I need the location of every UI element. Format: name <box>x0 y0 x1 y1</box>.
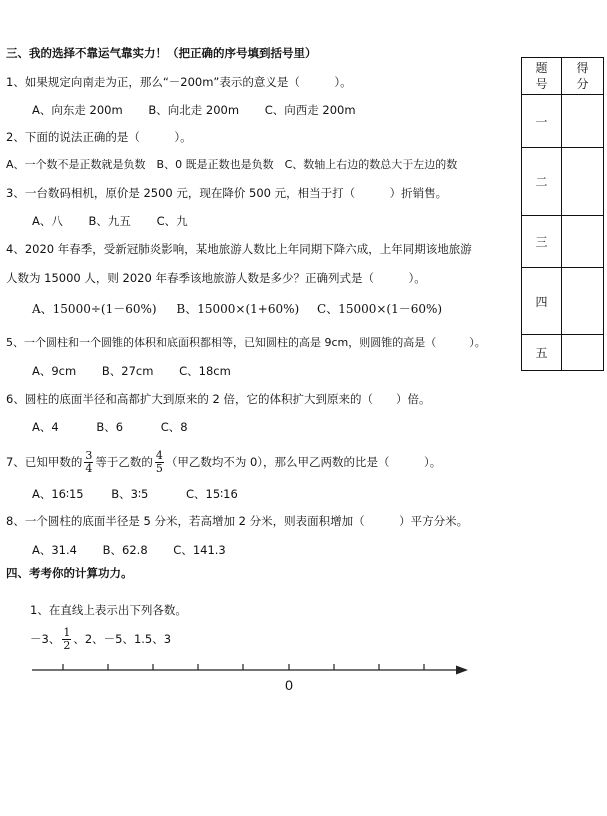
section-3-title: 三、我的选择不靠运气靠实力！（把正确的序号填到括号里） <box>6 46 317 60</box>
fraction-three-quarters <box>84 450 93 475</box>
option-a: A、4 <box>32 420 59 434</box>
option-c: C、15000×(1－60%) <box>317 302 443 316</box>
option-a: A、向东走 200m <box>32 103 123 117</box>
score-row-label: 二 <box>522 148 562 216</box>
option-b: B、62.8 <box>102 543 148 557</box>
option-a: A、八 <box>32 214 63 228</box>
question-4-line2: 人数为 15000 人，则 2020 年春季该地旅游人数是多少？正确列式是（ ）。 <box>6 271 426 285</box>
question-8-options <box>32 543 226 557</box>
question-2: 2、下面的说法正确的是（ ）。 <box>6 130 192 144</box>
question-6: 6、圆柱的底面半径和高都扩大到原来的 2 倍，它的体积扩大到原来的（ ）倍。 <box>6 392 431 406</box>
question-5: 5、一个圆柱和一个圆锥的体积和底面积都相等，已知圆柱的高是 9cm，则圆锥的高是（ ）。 <box>6 336 486 349</box>
question-4: 4、2020 年春季，受新冠肺炎影响，某地旅游人数比上年同期下降六成，上年同期该地旅游 <box>6 242 472 256</box>
option-b: B、6 <box>96 420 124 434</box>
fraction-numerator: 1 <box>63 626 71 639</box>
section-4-title: 四、考考你的计算功力。 <box>6 566 133 580</box>
option-c: C、九 <box>156 214 188 228</box>
numbers-part-b: 、2、－5、1.5、3 <box>73 632 172 646</box>
fraction-denominator: 2 <box>63 639 71 652</box>
origin-label: 0 <box>285 677 293 693</box>
numbers-part-a: －3、 <box>30 632 61 646</box>
number-line <box>28 650 478 700</box>
score-cell[interactable] <box>562 268 604 335</box>
question-7-part-c: （甲乙数均不为 0），那么甲乙两数的比是（ ）。 <box>165 455 442 469</box>
number-line-arrow <box>456 666 468 675</box>
fraction-denominator: 5 <box>155 462 163 475</box>
option-c: C、15∶16 <box>185 487 238 501</box>
question-8: 8、一个圆柱的底面半径是 5 分米，若高增加 2 分米，则表面积增加（ ）平方分米。 <box>6 514 469 528</box>
question-6-options <box>32 420 188 434</box>
option-b: B、27cm <box>101 364 154 378</box>
header-label: 题号 <box>535 61 548 91</box>
option-a: A、15000÷(1－60%) <box>32 302 157 316</box>
question-1: 1、如果规定向南走为正，那么“－200m”表示的意义是（ ）。 <box>6 75 352 89</box>
score-cell[interactable] <box>562 335 604 371</box>
option-c: C、18cm <box>179 364 231 378</box>
score-table-header-score <box>562 58 604 95</box>
score-cell[interactable] <box>562 95 604 148</box>
fraction-one-half <box>62 627 71 652</box>
option-b: B、向北走 200m <box>148 103 240 117</box>
score-table-header-question <box>522 58 562 95</box>
option-c: C、141.3 <box>173 543 226 557</box>
option-a: A、16∶15 <box>32 487 84 501</box>
option-b: B、3∶5 <box>111 487 149 501</box>
question-7-part-a: 7、已知甲数的 <box>6 455 83 469</box>
score-row-label: 一 <box>522 95 562 148</box>
score-row-label: 四 <box>522 268 562 335</box>
fraction-four-fifths <box>155 450 164 475</box>
fraction-denominator: 4 <box>85 462 93 475</box>
option-a: A、31.4 <box>32 543 77 557</box>
option-b: B、15000×(1+60%) <box>176 302 300 316</box>
header-label: 得分 <box>576 61 589 91</box>
question-7 <box>6 447 441 477</box>
score-row-label: 五 <box>522 335 562 371</box>
fraction-numerator: 4 <box>155 449 163 462</box>
score-row-label: 三 <box>522 216 562 268</box>
score-cell[interactable] <box>562 148 604 216</box>
fraction-numerator: 3 <box>85 449 93 462</box>
option-c: C、8 <box>160 420 188 434</box>
section-4-question-1: 1、在直线上表示出下列各数。 <box>30 603 187 617</box>
option-b: B、九五 <box>88 214 131 228</box>
option-c: C、向西走 200m <box>264 103 356 117</box>
question-7-options <box>32 487 238 501</box>
question-3-options <box>32 214 188 228</box>
question-1-options <box>32 103 356 117</box>
score-cell[interactable] <box>562 216 604 268</box>
question-4-options <box>32 302 442 316</box>
question-7-part-b: 等于乙数的 <box>95 455 153 469</box>
score-table <box>521 57 604 371</box>
option-a: A、9cm <box>32 364 77 378</box>
question-5-options <box>32 364 231 378</box>
question-3: 3、一台数码相机，原价是 2500 元，现在降价 500 元，相当于打（ ）折销售。 <box>6 186 448 200</box>
question-2-options: A、一个数不是正数就是负数 B、0 既是正数也是负数 C、数轴上右边的数总大于左边的数 <box>6 158 458 171</box>
